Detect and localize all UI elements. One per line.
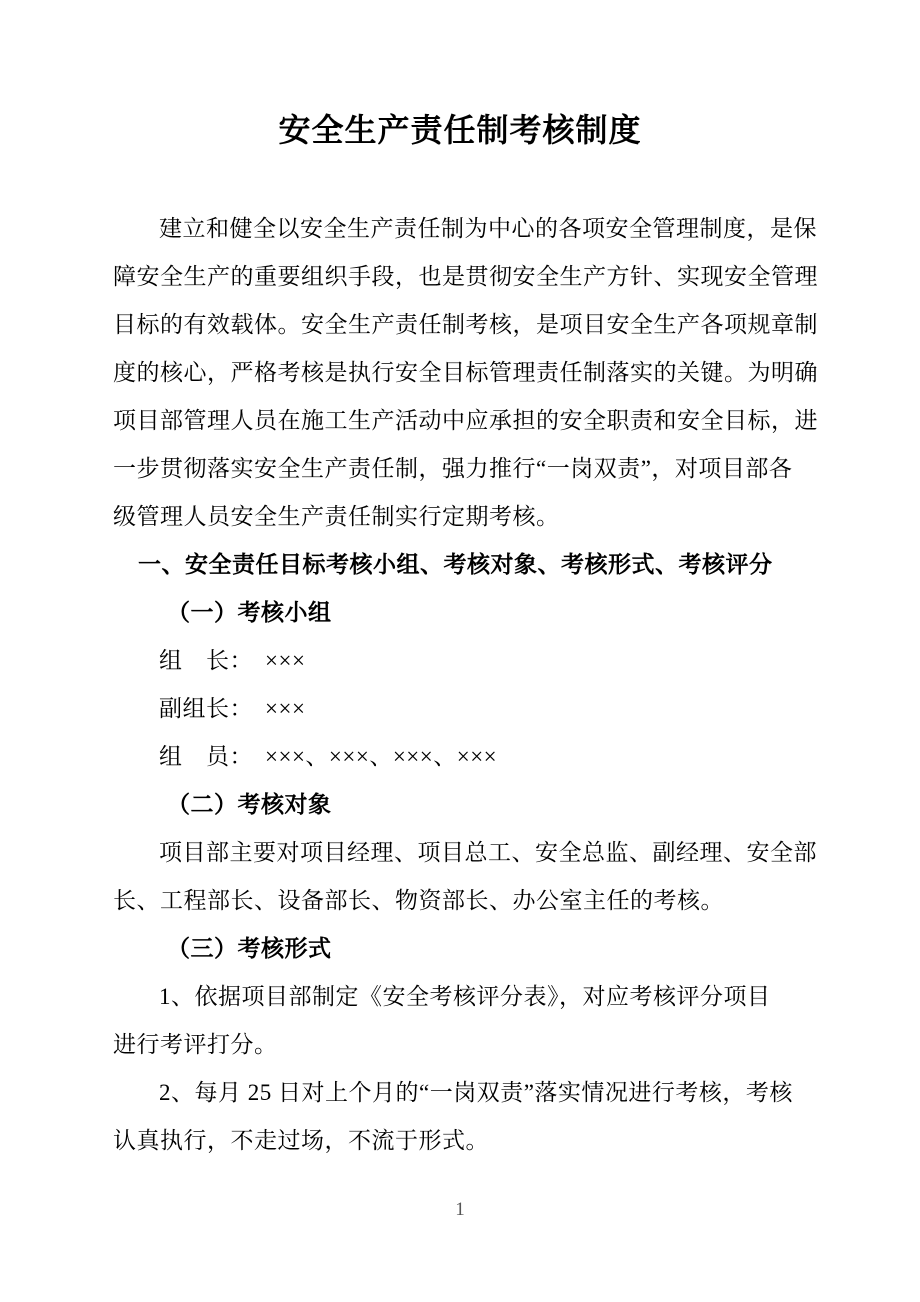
document-title: 安全生产责任制考核制度 xyxy=(278,112,642,148)
text-line: 组 长： ××× xyxy=(159,648,306,673)
subsection-heading: （一）考核小组 xyxy=(167,600,332,625)
text-line: 项目部管理人员在施工生产活动中应承担的安全职责和安全目标，进 xyxy=(113,408,818,433)
text-line: 项目部主要对项目经理、项目总工、安全总监、副经理、安全部 xyxy=(159,840,817,865)
subsection-heading: （三）考核形式 xyxy=(167,936,332,961)
text-line: 度的核心，严格考核是执行安全目标管理责任制落实的关键。为明确 xyxy=(113,360,818,385)
text-line: 一步贯彻落实安全生产责任制，强力推行“一岗双责”，对项目部各 xyxy=(113,456,793,481)
page-number-footer: 1 xyxy=(455,1199,465,1220)
text-line: 级管理人员安全生产责任制实行定期考核。 xyxy=(113,504,560,529)
text-line: 目标的有效载体。安全生产责任制考核，是项目安全生产各项规章制 xyxy=(113,312,818,337)
subsection-heading: （二）考核对象 xyxy=(167,792,332,817)
text-line: 2、每月 25 日对上个月的“一岗双责”落实情况进行考核，考核 xyxy=(159,1080,793,1105)
section-heading: 一、安全责任目标考核小组、考核对象、考核形式、考核评分 xyxy=(138,552,773,577)
text-line: 认真执行，不走过场，不流于形式。 xyxy=(113,1128,489,1153)
text-line: 长、工程部长、设备部长、物资部长、办公室主任的考核。 xyxy=(113,888,724,913)
text-line: 副组长： ××× xyxy=(159,696,306,721)
text-line: 建立和健全以安全生产责任制为中心的各项安全管理制度，是保 xyxy=(159,216,817,241)
text-line: 1、依据项目部制定《安全考核评分表》，对应考核评分项目 xyxy=(159,984,771,1009)
text-line: 进行考评打分。 xyxy=(113,1032,278,1057)
document-body xyxy=(113,205,818,1165)
text-line: 组 员： ×××、×××、×××、××× xyxy=(159,744,498,769)
text-line: 障安全生产的重要组织手段，也是贯彻安全生产方针、实现安全管理 xyxy=(113,264,818,289)
